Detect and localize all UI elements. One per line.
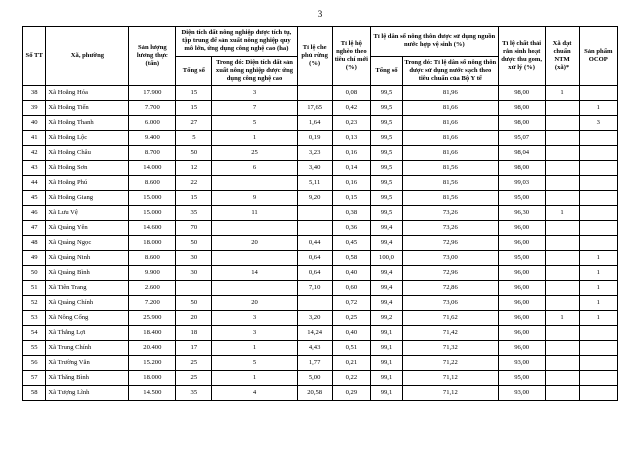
cell-ntm [545,191,579,206]
cell-poverty-rate: 0,51 [332,341,370,356]
cell-water-total: 99,4 [371,281,403,296]
cell-commune: Xã Quảng Chính [46,296,129,311]
cell-poverty-rate: 0,15 [332,191,370,206]
table-row [23,191,618,206]
cell-ocop [579,146,617,161]
cell-forest-rate: 0,44 [297,236,332,251]
cell-commune: Xã Hoằng Châu [46,146,129,161]
cell-water-total: 99,5 [371,206,403,221]
header-row-1 [23,27,618,57]
cell-water-total: 99,5 [371,101,403,116]
cell-water-clean: 73,00 [402,251,498,266]
cell-highland-total: 30 [176,266,212,281]
cell-water-clean: 81,66 [402,146,498,161]
cell-poverty-rate: 0,29 [332,386,370,401]
header-water-total: Tổng số [371,56,403,86]
cell-forest-rate: 5,00 [297,371,332,386]
cell-ocop [579,236,617,251]
table-body [23,86,618,401]
cell-highland-hitech [212,176,297,191]
cell-ntm [545,236,579,251]
cell-ntm [545,341,579,356]
cell-highland-hitech: 6 [212,161,297,176]
cell-water-clean: 73,06 [402,296,498,311]
header-yield: Sản lượng lương thực (tấn) [129,27,176,86]
cell-forest-rate: 20,58 [297,386,332,401]
cell-ocop [579,386,617,401]
cell-ntm [545,281,579,296]
cell-commune: Xã Hoằng Sơn [46,161,129,176]
cell-poverty-rate: 0,38 [332,206,370,221]
cell-poverty-rate: 0,16 [332,146,370,161]
cell-ntm [545,371,579,386]
cell-forest-rate: 4,43 [297,341,332,356]
cell-ntm [545,356,579,371]
cell-stt: 38 [23,86,46,101]
cell-yield: 17.900 [129,86,176,101]
cell-highland-hitech: 14 [212,266,297,281]
header-forest-rate: Tỉ lệ che phủ rừng (%) [297,27,332,86]
header-waste-rate: Tỉ lệ chất thải rắn sinh hoạt được thu gom, xử lý (%) [498,27,545,86]
cell-ntm [545,146,579,161]
cell-highland-hitech: 3 [212,86,297,101]
cell-waste-rate: 98,00 [498,86,545,101]
table-row [23,356,618,371]
cell-poverty-rate: 0,72 [332,296,370,311]
cell-forest-rate: 3,40 [297,161,332,176]
cell-forest-rate [297,296,332,311]
cell-stt: 40 [23,116,46,131]
cell-poverty-rate: 0,60 [332,281,370,296]
cell-yield: 14.000 [129,161,176,176]
cell-waste-rate: 96,00 [498,221,545,236]
cell-poverty-rate: 0,58 [332,251,370,266]
cell-stt: 47 [23,221,46,236]
cell-waste-rate: 96,00 [498,266,545,281]
cell-commune: Xã Tiên Trang [46,281,129,296]
cell-water-total: 99,4 [371,296,403,311]
cell-ocop [579,131,617,146]
cell-stt: 45 [23,191,46,206]
cell-ntm [545,296,579,311]
cell-ocop: 1 [579,251,617,266]
cell-water-total: 99,4 [371,236,403,251]
cell-water-total: 99,5 [371,131,403,146]
cell-stt: 41 [23,131,46,146]
cell-poverty-rate: 0,22 [332,371,370,386]
cell-waste-rate: 96,00 [498,311,545,326]
cell-water-clean: 71,12 [402,386,498,401]
cell-commune: Xã Trường Văn [46,356,129,371]
cell-ocop [579,191,617,206]
table-row [23,116,618,131]
cell-stt: 51 [23,281,46,296]
cell-ocop [579,86,617,101]
cell-waste-rate: 96,00 [498,236,545,251]
cell-highland-total: 15 [176,191,212,206]
cell-forest-rate: 0,64 [297,251,332,266]
cell-stt: 52 [23,296,46,311]
cell-ocop: 3 [579,116,617,131]
header-highland-hitech: Trong đó: Diện tích đất sản xuất nông nghiệp được ứng dụng công nghệ cao [212,56,297,86]
cell-ocop [579,206,617,221]
cell-highland-total: 15 [176,101,212,116]
page-number: 3 [317,9,323,19]
cell-waste-rate: 96,00 [498,341,545,356]
cell-waste-rate: 95,00 [498,251,545,266]
table-row [23,236,618,251]
cell-forest-rate: 0,64 [297,266,332,281]
cell-ocop [579,176,617,191]
cell-yield: 7.200 [129,296,176,311]
cell-waste-rate: 96,00 [498,326,545,341]
cell-highland-hitech: 3 [212,326,297,341]
cell-forest-rate [297,86,332,101]
cell-waste-rate: 98,04 [498,146,545,161]
cell-water-clean: 81,66 [402,101,498,116]
cell-highland-hitech [212,221,297,236]
cell-yield: 8.600 [129,176,176,191]
cell-highland-total: 30 [176,251,212,266]
table-row [23,281,618,296]
cell-water-total: 99,5 [371,191,403,206]
cell-water-total: 99,5 [371,86,403,101]
cell-water-clean: 72,86 [402,281,498,296]
cell-highland-total: 27 [176,116,212,131]
header-highland-total: Tổng số [176,56,212,86]
table-row [23,176,618,191]
cell-commune: Xã Hoằng Hóa [46,86,129,101]
cell-highland-total: 15 [176,86,212,101]
cell-forest-rate [297,206,332,221]
cell-commune: Xã Hoằng Giang [46,191,129,206]
cell-waste-rate: 95,07 [498,131,545,146]
cell-water-clean: 73,26 [402,221,498,236]
table-row [23,326,618,341]
header-poverty-rate: Tỉ lệ hộ nghèo theo tiêu chí mới (%) [332,27,370,86]
cell-poverty-rate: 0,40 [332,326,370,341]
cell-ocop: 1 [579,296,617,311]
cell-water-clean: 71,12 [402,371,498,386]
cell-highland-hitech: 20 [212,296,297,311]
cell-highland-total: 50 [176,146,212,161]
cell-poverty-rate: 0,14 [332,161,370,176]
cell-ntm [545,176,579,191]
cell-ntm [545,116,579,131]
cell-highland-hitech: 9 [212,191,297,206]
cell-water-clean: 81,56 [402,176,498,191]
cell-highland-total: 50 [176,296,212,311]
table-header [23,27,618,86]
cell-highland-hitech: 5 [212,356,297,371]
cell-stt: 48 [23,236,46,251]
cell-forest-rate: 7,10 [297,281,332,296]
cell-water-clean: 71,42 [402,326,498,341]
cell-commune: Xã Hoằng Tiến [46,101,129,116]
cell-ocop [579,371,617,386]
cell-yield: 6.000 [129,116,176,131]
cell-stt: 56 [23,356,46,371]
cell-commune: Xã Quảng Bình [46,266,129,281]
table-row [23,266,618,281]
cell-water-clean: 73,26 [402,206,498,221]
cell-waste-rate: 93,00 [498,356,545,371]
cell-yield: 2.600 [129,281,176,296]
cell-yield: 18.000 [129,236,176,251]
cell-yield: 9.400 [129,131,176,146]
cell-water-total: 99,2 [371,311,403,326]
cell-poverty-rate: 0,25 [332,311,370,326]
table-row [23,311,618,326]
table-row [23,386,618,401]
cell-water-total: 99,1 [371,386,403,401]
cell-yield: 15.000 [129,206,176,221]
cell-highland-total: 17 [176,341,212,356]
cell-water-clean: 71,32 [402,341,498,356]
cell-water-total: 99,1 [371,356,403,371]
cell-ntm: 1 [545,311,579,326]
cell-ntm [545,161,579,176]
cell-forest-rate: 3,23 [297,146,332,161]
cell-ntm [545,326,579,341]
cell-water-clean: 71,62 [402,311,498,326]
cell-ocop [579,341,617,356]
table-row [23,146,618,161]
cell-commune: Xã Hoằng Thanh [46,116,129,131]
cell-waste-rate: 95,00 [498,191,545,206]
header-water-clean: Trong đó: Tỉ lệ dân số nông thôn được sử dụng nước sạch theo tiêu chuẩn của Bộ Y tế [402,56,498,86]
cell-highland-total: 20 [176,311,212,326]
cell-waste-rate: 98,00 [498,101,545,116]
cell-highland-hitech: 1 [212,341,297,356]
cell-highland-hitech: 20 [212,236,297,251]
cell-poverty-rate: 0,40 [332,266,370,281]
cell-stt: 57 [23,371,46,386]
cell-water-clean: 81,56 [402,191,498,206]
cell-highland-hitech: 1 [212,131,297,146]
cell-poverty-rate: 0,42 [332,101,370,116]
cell-yield: 15.000 [129,191,176,206]
cell-water-clean: 71,22 [402,356,498,371]
cell-ocop: 1 [579,281,617,296]
cell-poverty-rate: 0,23 [332,116,370,131]
cell-highland-total: 25 [176,371,212,386]
cell-water-clean: 81,66 [402,131,498,146]
cell-ocop: 1 [579,311,617,326]
document-page [0,8,640,460]
cell-forest-rate: 17,65 [297,101,332,116]
table-row [23,131,618,146]
cell-yield: 8.700 [129,146,176,161]
cell-forest-rate: 1,64 [297,116,332,131]
cell-stt: 50 [23,266,46,281]
header-ntm: Xã đạt chuẩn NTM (xã)* [545,27,579,86]
cell-forest-rate: 0,19 [297,131,332,146]
cell-water-total: 99,5 [371,146,403,161]
cell-stt: 39 [23,101,46,116]
cell-highland-hitech [212,281,297,296]
cell-stt: 58 [23,386,46,401]
cell-stt: 53 [23,311,46,326]
cell-yield: 25.900 [129,311,176,326]
table-row [23,161,618,176]
cell-highland-total: 35 [176,386,212,401]
cell-ntm [545,386,579,401]
cell-highland-total: 18 [176,326,212,341]
cell-poverty-rate: 0,21 [332,356,370,371]
table-row [23,296,618,311]
cell-highland-total: 5 [176,131,212,146]
cell-forest-rate: 3,20 [297,311,332,326]
cell-waste-rate: 96,30 [498,206,545,221]
cell-highland-hitech: 3 [212,311,297,326]
cell-waste-rate: 99,03 [498,176,545,191]
cell-water-total: 100,0 [371,251,403,266]
cell-yield: 14.500 [129,386,176,401]
cell-waste-rate: 96,00 [498,281,545,296]
cell-highland-hitech [212,251,297,266]
cell-water-clean: 81,56 [402,161,498,176]
cell-ntm [545,221,579,236]
header-water-group: Tỉ lệ dân số nông thôn được sử dụng nguồn nước hợp vệ sinh (%) [371,27,499,57]
cell-highland-total: 70 [176,221,212,236]
cell-yield: 18.400 [129,326,176,341]
cell-highland-total: 50 [176,236,212,251]
cell-ocop: 1 [579,101,617,116]
cell-commune: Xã Nông Cống [46,311,129,326]
cell-water-total: 99,1 [371,326,403,341]
cell-poverty-rate: 0,16 [332,176,370,191]
cell-commune: Xã Quảng Ninh [46,251,129,266]
cell-highland-hitech: 25 [212,146,297,161]
cell-highland-total [176,281,212,296]
cell-waste-rate: 93,00 [498,386,545,401]
cell-ntm: 1 [545,206,579,221]
cell-water-clean: 72,96 [402,236,498,251]
cell-ocop [579,326,617,341]
cell-yield: 9.900 [129,266,176,281]
cell-ocop [579,356,617,371]
cell-ntm [545,101,579,116]
cell-water-total: 99,5 [371,176,403,191]
table-row [23,101,618,116]
cell-water-total: 99,5 [371,161,403,176]
cell-commune: Xã Thăng Bình [46,371,129,386]
cell-forest-rate: 1,77 [297,356,332,371]
header-ocop: Sản phẩm OCOP [579,27,617,86]
cell-highland-total: 22 [176,176,212,191]
cell-forest-rate: 5,11 [297,176,332,191]
cell-yield: 18.000 [129,371,176,386]
cell-poverty-rate: 0,13 [332,131,370,146]
cell-highland-hitech: 4 [212,386,297,401]
cell-waste-rate: 98,00 [498,161,545,176]
cell-commune: Xã Hoằng Lộc [46,131,129,146]
cell-ntm: 1 [545,86,579,101]
table-row [23,341,618,356]
cell-waste-rate: 95,00 [498,371,545,386]
header-highland-group: Diện tích đất nông nghiệp được tích tụ, tập trung để sản xuất nông nghiệp quy mô lớn, ứng dụng công nghệ cao (ha) [176,27,297,57]
cell-ntm [545,251,579,266]
cell-stt: 44 [23,176,46,191]
cell-forest-rate: 14,24 [297,326,332,341]
cell-water-total: 99,5 [371,116,403,131]
cell-stt: 55 [23,341,46,356]
cell-commune: Xã Hoằng Phú [46,176,129,191]
cell-water-total: 99,1 [371,371,403,386]
cell-highland-total: 12 [176,161,212,176]
cell-ntm [545,131,579,146]
cell-ntm [545,266,579,281]
cell-highland-hitech: 5 [212,116,297,131]
cell-poverty-rate: 0,08 [332,86,370,101]
statistics-table [22,26,618,401]
cell-stt: 49 [23,251,46,266]
cell-commune: Xã Lưu Vệ [46,206,129,221]
cell-ocop: 1 [579,266,617,281]
cell-waste-rate: 96,00 [498,296,545,311]
table-row [23,221,618,236]
cell-highland-hitech: 11 [212,206,297,221]
table-row [23,251,618,266]
cell-forest-rate [297,221,332,236]
cell-waste-rate: 98,00 [498,116,545,131]
cell-highland-total: 25 [176,356,212,371]
cell-water-clean: 81,66 [402,116,498,131]
table-row [23,206,618,221]
cell-water-total: 99,4 [371,221,403,236]
cell-commune: Xã Tượng Lĩnh [46,386,129,401]
cell-water-total: 99,1 [371,341,403,356]
cell-water-clean: 72,96 [402,266,498,281]
cell-poverty-rate: 0,45 [332,236,370,251]
cell-commune: Xã Trung Chính [46,341,129,356]
table-row [23,86,618,101]
header-stt: Số TT [23,27,46,86]
cell-commune: Xã Quảng Yên [46,221,129,236]
cell-poverty-rate: 0,36 [332,221,370,236]
cell-yield: 7.700 [129,101,176,116]
cell-highland-total: 35 [176,206,212,221]
cell-ocop [579,161,617,176]
cell-water-total: 99,4 [371,266,403,281]
cell-stt: 43 [23,161,46,176]
cell-stt: 46 [23,206,46,221]
cell-highland-hitech: 1 [212,371,297,386]
cell-yield: 15.200 [129,356,176,371]
cell-yield: 8.600 [129,251,176,266]
cell-ocop [579,221,617,236]
cell-water-clean: 81,96 [402,86,498,101]
header-commune: Xã, phường [46,27,129,86]
cell-commune: Xã Quảng Ngọc [46,236,129,251]
cell-yield: 20.400 [129,341,176,356]
cell-forest-rate: 9,20 [297,191,332,206]
cell-stt: 54 [23,326,46,341]
cell-highland-hitech: 7 [212,101,297,116]
cell-yield: 14.600 [129,221,176,236]
cell-commune: Xã Thắng Lợi [46,326,129,341]
cell-stt: 42 [23,146,46,161]
table-row [23,371,618,386]
